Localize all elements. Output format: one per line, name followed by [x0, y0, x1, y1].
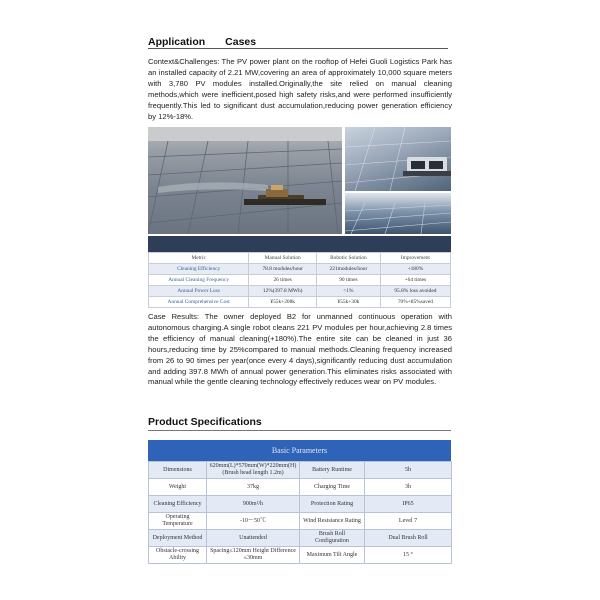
table-row [149, 275, 451, 286]
table-cell: ¥55k+208k [249, 297, 317, 308]
table-row [149, 479, 452, 496]
table-row [149, 496, 452, 513]
table-cell: 95.8% loss avoided [380, 286, 450, 297]
spec-value: 900m²/h [207, 496, 300, 513]
comparison-table [148, 252, 451, 308]
table-row [149, 547, 452, 564]
table-row [149, 286, 451, 297]
col-header: Metric [149, 253, 249, 264]
comparison-table-header-row [149, 253, 451, 264]
spec-label: Battery Runtime [300, 462, 365, 479]
table-cell: Annual Cleaning Frequency [149, 275, 249, 286]
spec-value: IP65 [365, 496, 452, 513]
spec-label: Dimensions [149, 462, 207, 479]
spec-label: Operating Temperature [149, 513, 207, 530]
heading-part-cases: Cases [225, 36, 257, 48]
spec-label: Obstacle-crossing Ability [149, 547, 207, 564]
context-challenges-paragraph: Context&Challenges: The PV power plant on the rooftop of Hefei Guoli Logistics Park has an installed capacity of 2.21 MW,covering an area of approximately 10,000 square meters with 3,780 PV modules installed.Originally,the site relied on manual cleaning methods,which were inefficient,posed high safety risks,and were performed insufficiently frequently.This led to significant dust accumulation,reducing power generation efficiency by 12%-18%. [148, 57, 452, 121]
table-cell: 221modules/hour [317, 264, 381, 275]
table-row [149, 530, 452, 547]
spec-value: Unattended [207, 530, 300, 547]
spec-value: 3h [365, 479, 452, 496]
spec-value: Spacing≤120mm Height Difference ≤30mm [207, 547, 300, 564]
table-cell: 70%+85%saved [380, 297, 450, 308]
spec-value: 5h [365, 462, 452, 479]
spec-label: Deployment Method [149, 530, 207, 547]
case-results-paragraph: Case Results: The owner deployed B2 for unmanned continuous operation with autonomous charging.A single robot cleans 221 PV modules per hour,achieving 2.8 times the efficiency of manual cleaning(+180%).The entire site can be cleaned in just 36 hours,reducing time by 25%compared to manual methods.Cleaning frequency increased from 26 to 90 times per year(once every 4 days),significantly reducing dust accumulation and adding 397.8 MWh of annual power generation.This eliminates risks associated with manual while the gentle cleaning technology effectively reduces wear on PV modules. [148, 312, 452, 387]
table-cell: +180% [380, 264, 450, 275]
table-cell: 26 times [249, 275, 317, 286]
table-cell: 12%(397.8 MWh) [249, 286, 317, 297]
spec-label: Charging Time [300, 479, 365, 496]
comparison-table-header-band [148, 236, 451, 252]
table-row [149, 462, 452, 479]
spec-value: 620mm(L)*570mm(W)*220mm(H) (Brush head length 1.2m) [207, 462, 300, 479]
col-header: Improvement [380, 253, 450, 264]
rooftop-pv-robot-photo [148, 127, 342, 234]
spec-value: 15 ° [365, 547, 452, 564]
pv-array-rows-photo [345, 193, 451, 234]
table-cell: Annual Comprehensive Cost [149, 297, 249, 308]
table-cell: 78.8 modules/hour [249, 264, 317, 275]
application-cases-heading [148, 36, 256, 48]
heading-underline [148, 48, 448, 49]
spec-label: Wind Resistance Rating [300, 513, 365, 530]
col-header: Manual Solution [249, 253, 317, 264]
spec-value: -10～50℃ [207, 513, 300, 530]
spec-value: 37kg [207, 479, 300, 496]
spec-label: Brush Roll Configuration [300, 530, 365, 547]
table-cell: Cleaning Efficiency [149, 264, 249, 275]
table-row [149, 297, 451, 308]
table-cell: ¥55k+30k [317, 297, 381, 308]
table-cell: +64 times [380, 275, 450, 286]
spec-label: Cleaning Efficiency [149, 496, 207, 513]
spec-value: Level 7 [365, 513, 452, 530]
spec-value: Dual Brush Roll [365, 530, 452, 547]
table-cell: Annual Power Loss [149, 286, 249, 297]
table-row [149, 264, 451, 275]
table-cell: 90 times [317, 275, 381, 286]
spec-label: Protection Rating [300, 496, 365, 513]
heading-underline [148, 430, 451, 431]
spec-label: Maximum Tilt Angle [300, 547, 365, 564]
robot-on-panel-closeup-photo [345, 127, 451, 191]
table-row [149, 513, 452, 530]
col-header: Robotic Solution [317, 253, 381, 264]
product-specifications-heading: Product Specifications [148, 416, 262, 428]
table-cell: <1% [317, 286, 381, 297]
heading-part-application: Application [148, 36, 206, 48]
basic-parameters-header: Basic Parameters [148, 440, 451, 461]
spec-label: Weight [149, 479, 207, 496]
specifications-table [148, 461, 452, 564]
